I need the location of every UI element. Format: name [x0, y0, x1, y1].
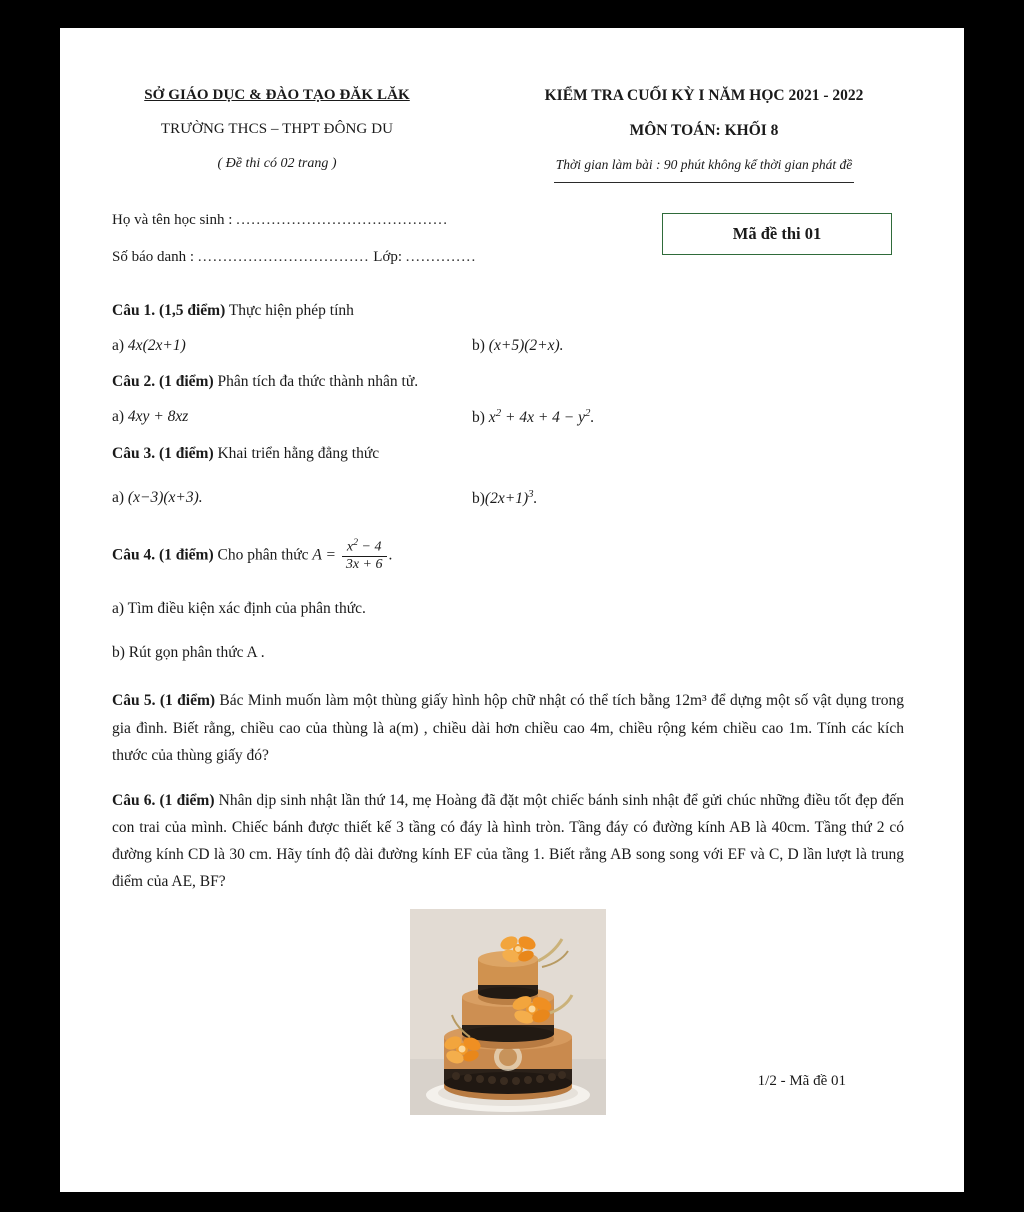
exam-subject: MÔN TOÁN: KHỐI 8 — [629, 122, 779, 140]
question-2-heading — [112, 370, 904, 394]
question-3-part-b — [472, 486, 904, 511]
exam-title: KIỂM TRA CUỐI KỲ I NĂM HỌC 2021 - 2022 — [544, 87, 864, 104]
question-1-part-a — [112, 334, 472, 358]
page-footer: 1/2 - Mã đề 01 — [757, 1073, 846, 1090]
question-4-label: Câu 4. (1 điểm) — [112, 546, 214, 564]
question-6-text: Nhân dịp sinh nhật lần thứ 14, mẹ Hoàng đã đặt một chiếc bánh sinh nhật để gửi chúc những điều tốt đẹp đến con trai của mình. Chiếc bánh được thiết kế 3 tầng có đáy là hình tròn. Tầng đáy có đường kính AB là 40cm. Tầng thứ 2 có đường kính CD là 30 cm. Hãy tính độ dài đường kính EF của tầng 1. Biết rằng AB song song với EF và C, D lần lượt là trung điểm của AE, BF? — [112, 791, 905, 891]
class-blank: .............. — [405, 249, 477, 266]
document-header — [112, 84, 904, 183]
question-2-parts — [112, 405, 904, 430]
question-1-part-b — [472, 334, 904, 358]
question-2-b-expr: $x^2 + 4x + 4 - y^2$. — [488, 407, 595, 427]
question-3-a-expr: (x−3)(x+3). — [127, 489, 203, 507]
question-4-sub-a: a) Tìm điều kiện xác định của phân thức. — [112, 600, 366, 618]
question-3-label: Câu 3. (1 điểm) — [112, 445, 214, 463]
question-2-label: Câu 2. (1 điểm) — [112, 372, 214, 390]
question-1-b-expr: (x+5)(2+x). — [488, 336, 564, 354]
question-5-label: Câu 5. (1 điểm) — [112, 692, 216, 710]
class-label: Lớp: — [373, 249, 403, 266]
question-4-expr-tail: . — [388, 546, 393, 564]
cake-image — [410, 909, 606, 1115]
school-name: TRƯỜNG THCS – THPT ĐÔNG DU — [160, 121, 394, 138]
question-2-a-expr: 4xy + 8xz — [127, 408, 189, 425]
sbd-blank: .................................. — [197, 249, 370, 266]
question-5 — [112, 687, 904, 768]
cake-figure — [410, 909, 606, 1115]
department-name-text: SỞ GIÁO DỤC & ĐÀO TẠO ĐĂK LĂK — [144, 87, 410, 103]
question-4-heading — [112, 539, 904, 573]
question-4-prompt: Cho phân thức — [217, 546, 309, 564]
header-divider — [554, 182, 854, 183]
question-5-text: Bác Minh muốn làm một thùng giấy hình hộp chữ nhật có thể tích bằng 12m³ để dựng một số vật dụng trong gia đình. Biết rằng, chiều cao của thùng là a(m) , chiều dài hơn chiều cao 4m, chiều rộng kém chiều cao 1m. Tính các kích thước của thùng giấy đó? — [112, 692, 905, 764]
exam-code-box — [662, 213, 892, 255]
question-2-prompt: Phân tích đa thức thành nhân tử. — [217, 372, 419, 390]
student-identity-block — [112, 209, 904, 287]
question-2-b-label: b) — [472, 409, 485, 427]
question-2-part-b — [472, 405, 904, 430]
question-3-prompt: Khai triển hằng đẳng thức — [217, 445, 380, 463]
student-name-label: Họ và tên học sinh : — [112, 211, 233, 228]
question-4-fraction — [342, 538, 387, 572]
header-left-column — [112, 84, 442, 174]
sbd-label: Số báo danh : — [112, 249, 195, 266]
exam-paper — [112, 84, 904, 1115]
document-page — [60, 28, 964, 1192]
question-6-label: Câu 6. (1 điểm) — [112, 791, 215, 809]
question-2-a-label: a) — [112, 408, 125, 425]
question-3-b-label: b) — [472, 490, 485, 508]
question-4-expr-lhs: A = — [312, 546, 336, 564]
question-1-a-expr: 4x(2x+1) — [127, 336, 186, 354]
question-1-prompt: Thực hiện phép tính — [228, 301, 354, 319]
question-1-parts — [112, 334, 904, 358]
student-name-blank: .......................................... — [236, 211, 449, 228]
question-1-label: Câu 1. (1,5 điểm) — [112, 301, 226, 319]
question-4-numerator: $x^2 - 4$ — [346, 537, 382, 556]
exam-code-text: Mã đề thi 01 — [732, 224, 822, 244]
question-3-part-a — [112, 486, 472, 511]
exam-time-note: Thời gian làm bài : 90 phút không kể thời gian phát đề — [555, 157, 853, 173]
question-1-b-label: b) — [472, 336, 485, 354]
pages-note: ( Đề thi có 02 trang ) — [217, 155, 337, 171]
department-name — [112, 84, 442, 107]
question-4-sub-b: b) Rút gọn phân thức A . — [112, 644, 265, 662]
question-2-part-a — [112, 405, 472, 430]
question-1-a-label: a) — [112, 336, 125, 354]
question-3-parts — [112, 486, 904, 511]
question-1-heading — [112, 299, 904, 323]
question-3-b-expr: $(2x+1)^3$. — [484, 488, 538, 508]
question-3-a-label: a) — [112, 489, 125, 507]
question-4-denominator: 3x + 6 — [342, 556, 387, 573]
header-right-column — [504, 84, 904, 183]
question-3-heading — [112, 442, 904, 466]
question-6 — [112, 787, 904, 896]
